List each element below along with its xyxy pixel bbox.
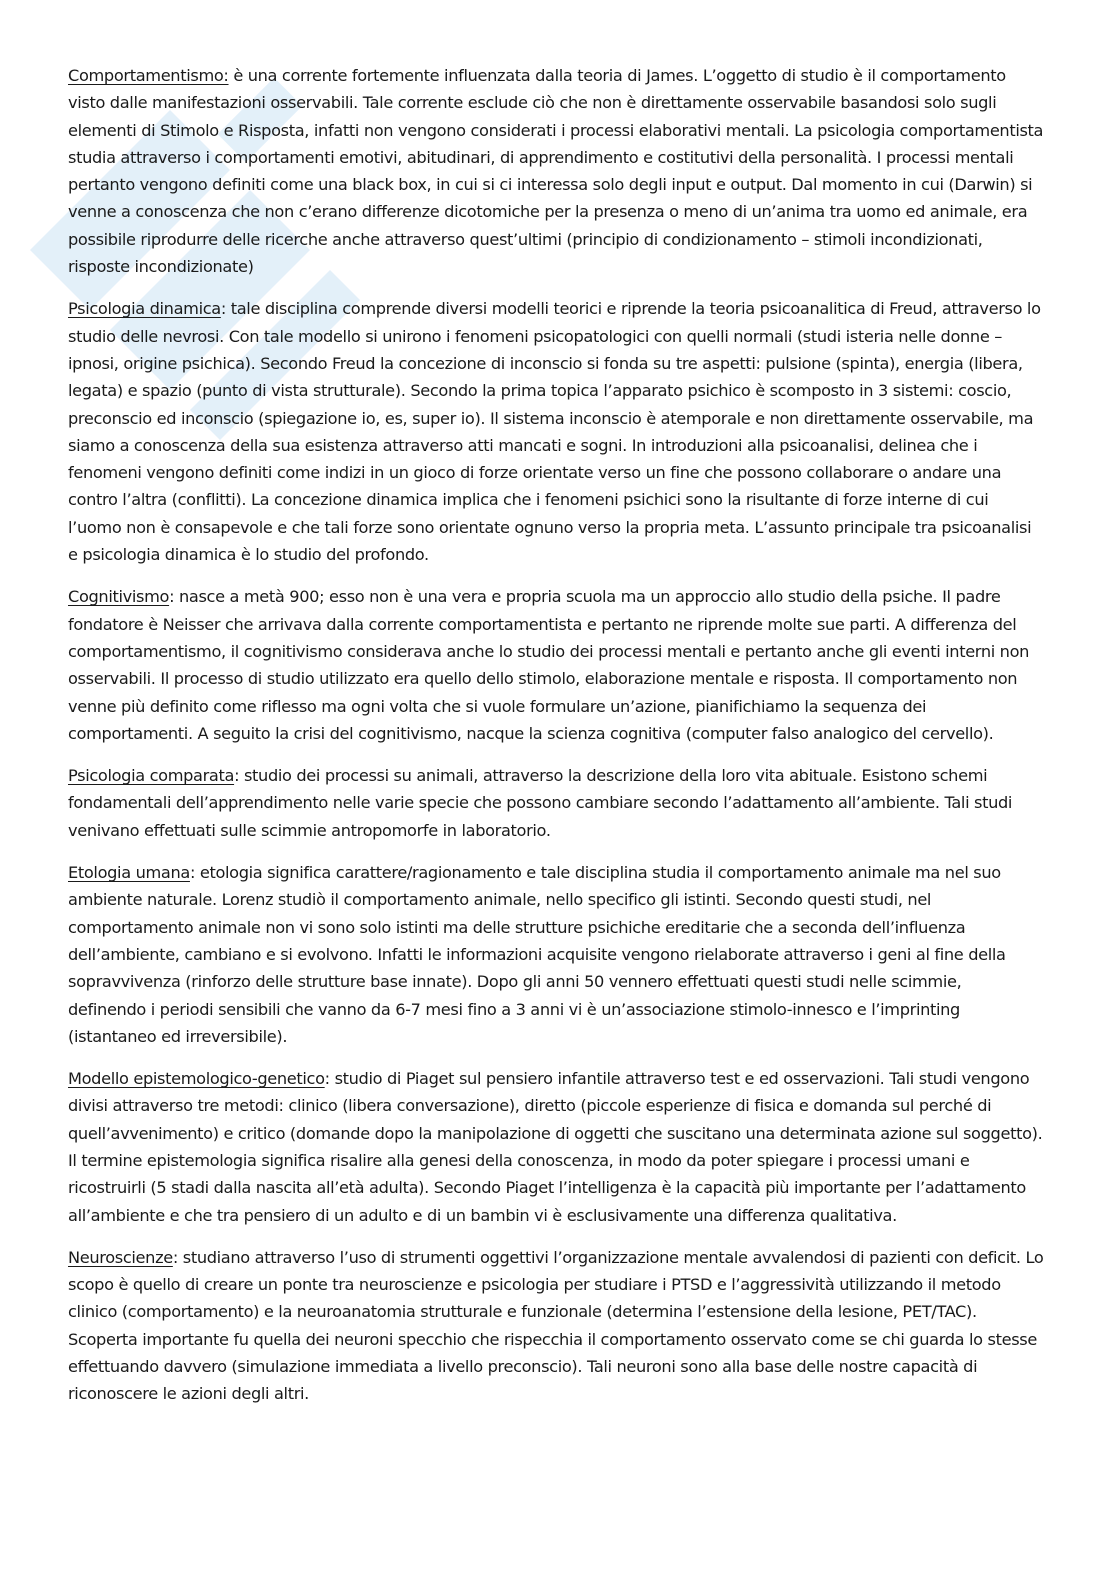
- section-text: : tale disciplina comprende diversi modelli teorici e riprende la teoria psicoanalitica di Freud, attraverso lo studio delle nevrosi. Con tale modello si unirono i fenomeni psicopatologici con quelli normali (studi isteria nelle donne – ipnosi, origine psichica). Secondo Freud la concezione di inconscio si fonda su tre aspetti: pulsione (spinta), energia (libera, legata) e spazio (punto di vista strutturale). Secondo la prima topica l’apparato psichico è scomposto in 3 sistemi: coscio, preconscio ed inconscio (spiegazione io, es, super io). Il sistema inconscio è atemporale e non direttamente osservabile, ma siamo a conoscenza della sua esistenza attraverso atti mancati e sogni. In introduzioni alla psicoanalisi, delinea che i fenomeni vengono definiti come indizi in un gioco di forze orientate verso un fine che possono collaborare o andare una contro l’altra (conflitti). La concezione dinamica implica che i fenomeni psichici sono la risultante di forze interne di cui l’uomo non è consapevole e che tali forze sono orientate ognuno verso la propria meta. L’assunto principale tra psicoanalisi e psicologia dinamica è lo studio del profondo.: [68, 299, 1041, 565]
- section-term: Neuroscienze: [68, 1247, 173, 1267]
- section-term: Modello epistemologico-genetico: [68, 1069, 325, 1089]
- section-comportamentismo: [68, 62, 1044, 280]
- section-term: Cognitivismo: [68, 587, 170, 607]
- section-text: : studio dei processi su animali, attraverso la descrizione della loro vita abituale. Esistono schemi fondamentali dell’apprendimento nelle varie specie che possono cambiare secondo l’adattamento all’ambiente. Tali studi venivano effettuati sulle scimmie antropomorfe in laboratorio.: [68, 766, 1013, 840]
- section-text: è una corrente fortemente influenzata dalla teoria di James. L’oggetto di studio è il comportamento visto dalle manifestazioni osservabili. Tale corrente esclude ciò che non è direttamente osservabile basandosi solo sugli elementi di Stimolo e Risposta, infatti non vengono considerati i processi elaborativi mentali. La psicologia comportamentista studia attraverso i comportamenti emotivi, abitudinari, di apprendimento e costitutivi della personalità. I processi mentali pertanto vengono definiti come una black box, in cui si ci interessa solo degli input e output. Dal momento in cui (Darwin) si venne a conoscenza che non c’erano differenze dicotomiche per la presenza o meno di un’anima tra uomo ed animale, era possibile riprodurre delle ricerche anche attraverso quest’ultimi (principio di condizionamento – stimoli incondizionati, risposte incondizionate): [68, 66, 1044, 277]
- section-term: Comportamentismo:: [68, 66, 229, 85]
- section-term: Psicologia comparata: [68, 766, 235, 786]
- section-modello-epistemologico-genetico: [68, 1065, 1044, 1229]
- section-text: : studio di Piaget sul pensiero infantile attraverso test e ed osservazioni. Tali studi vengono divisi attraverso tre metodi: clinico (libera conversazione), diretto (piccole esperienze di fisica e domanda sul perché di quell’avvenimento) e critico (domande dopo la manipolazione di oggetti che suscitano una determinata azione sul soggetto). Il termine epistemologia significa risalire alla genesi della conoscenza, in modo da poter spiegare i processi umani e ricostruirli (5 stadi dalla nascita all’età adulta). Secondo Piaget l’intelligenza è la capacità più importante per l’adattamento all’ambiente e che tra pensiero di un adulto e di un bambin vi è esclusivamente una differenza qualitativa.: [68, 1069, 1043, 1225]
- section-text: : nasce a metà 900; esso non è una vera e propria scuola ma un approccio allo studio della psiche. Il padre fondatore è Neisser che arrivava dalla corrente comportamentista e pertanto ne riprende molte sue parti. A differenza del comportamentismo, il cognitivismo considerava anche lo studio dei processi mentali e pertanto anche gli eventi interni non osservabili. Il processo di studio utilizzato era quello dello stimolo, elaborazione mentale e risposta. Il comportamento non venne più definito come riflesso ma ogni volta che si vuole formulare un’azione, pianifichiamo la sequenza dei comportamenti. A seguito la crisi del cognitivismo, nacque la scienza cognitiva (computer falso analogico del cervello).: [68, 587, 1030, 743]
- section-psicologia-comparata: [68, 762, 1044, 844]
- document-body: [68, 62, 1044, 1423]
- section-text: : studiano attraverso l’uso di strumenti oggettivi l’organizzazione mentale avvalendosi di pazienti con deficit. Lo scopo è quello di creare un ponte tra neuroscienze e psicologia per studiare i PTSD e l’aggressività utilizzando il metodo clinico (comportamento) e la neuroanatomia strutturale e funzionale (determina l’estensione della lesione, PET/TAC). Scoperta importante fu quella dei neuroni specchio che rispecchia il comportamento osservato come se chi guarda lo stesse effettuando davvero (simulazione immediata a livello preconscio). Tali neuroni sono alla base delle nostre capacità di riconoscere le azioni degli altri.: [68, 1247, 1044, 1404]
- section-cognitivismo: [68, 583, 1044, 747]
- section-etologia-umana: [68, 859, 1044, 1050]
- section-text: : etologia significa carattere/ragionamento e tale disciplina studia il comportamento animale ma nel suo ambiente naturale. Lorenz studiò il comportamento animale, nello specifico gli istinti. Secondo questi studi, nel comportamento animale non vi sono solo istinti ma delle strutture psichiche ereditarie che a seconda dell’influenza dell’ambiente, cambiano e si evolvono. Infatti le informazioni acquisite vengono rielaborate attraverso i geni al fine della sopravvivenza (rinforzo delle strutture base innate). Dopo gli anni 50 vennero effettuati questi studi nelle scimmie, definendo i periodi sensibili che vanno da 6-7 mesi fino a 3 anni vi è un’associazione stimolo-innesco e l’imprinting (istantaneo ed irreversibile).: [68, 863, 1006, 1046]
- section-psicologia-dinamica: [68, 295, 1044, 568]
- section-term: Etologia umana: [68, 863, 190, 883]
- section-neuroscienze: [68, 1244, 1044, 1408]
- section-term: Psicologia dinamica: [68, 299, 221, 319]
